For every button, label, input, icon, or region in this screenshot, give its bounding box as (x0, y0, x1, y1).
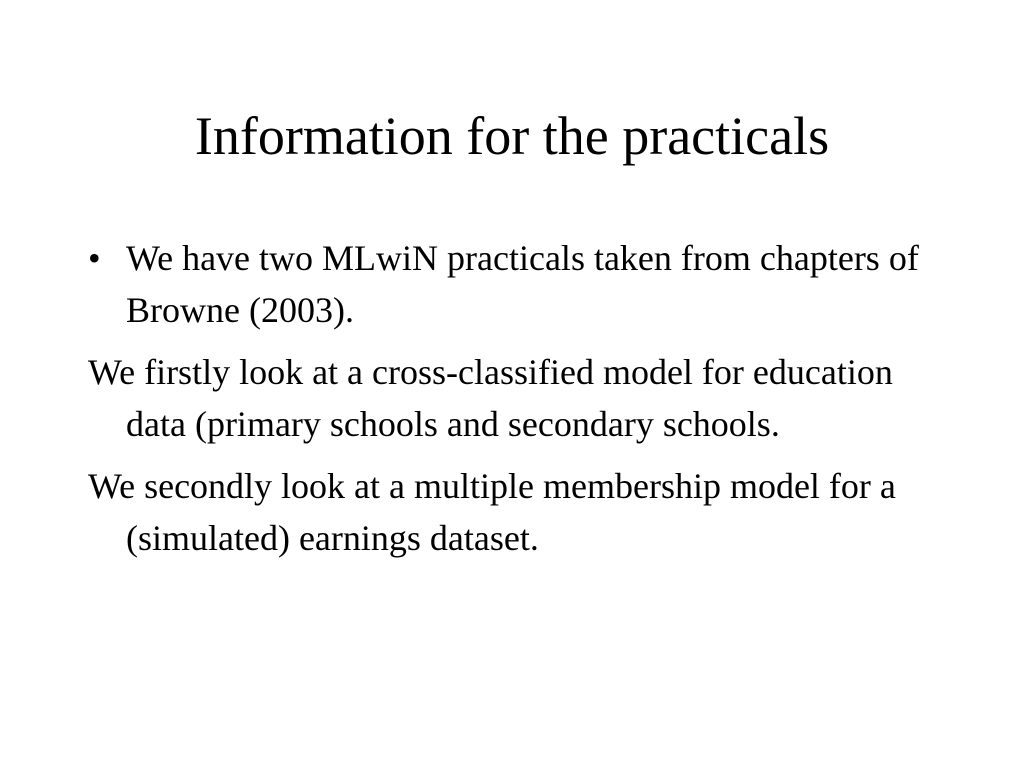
slide-title: Information for the practicals (194, 106, 830, 166)
paragraph-cross-classified (88, 346, 948, 450)
paragraph-text: We firstly look at a cross-classified model for education data (primary schools and secondary schools. (88, 352, 893, 444)
bullet-icon: • (88, 238, 101, 278)
paragraph-text: We have two MLwiN practicals taken from chapters of Browne (2003). (126, 238, 919, 330)
slide-body (88, 232, 948, 574)
paragraph-text: We secondly look at a multiple membership model for a (simulated) earnings dataset. (88, 466, 896, 558)
paragraph-multiple-membership (88, 460, 948, 564)
bullet-paragraph-practicals (88, 232, 948, 336)
